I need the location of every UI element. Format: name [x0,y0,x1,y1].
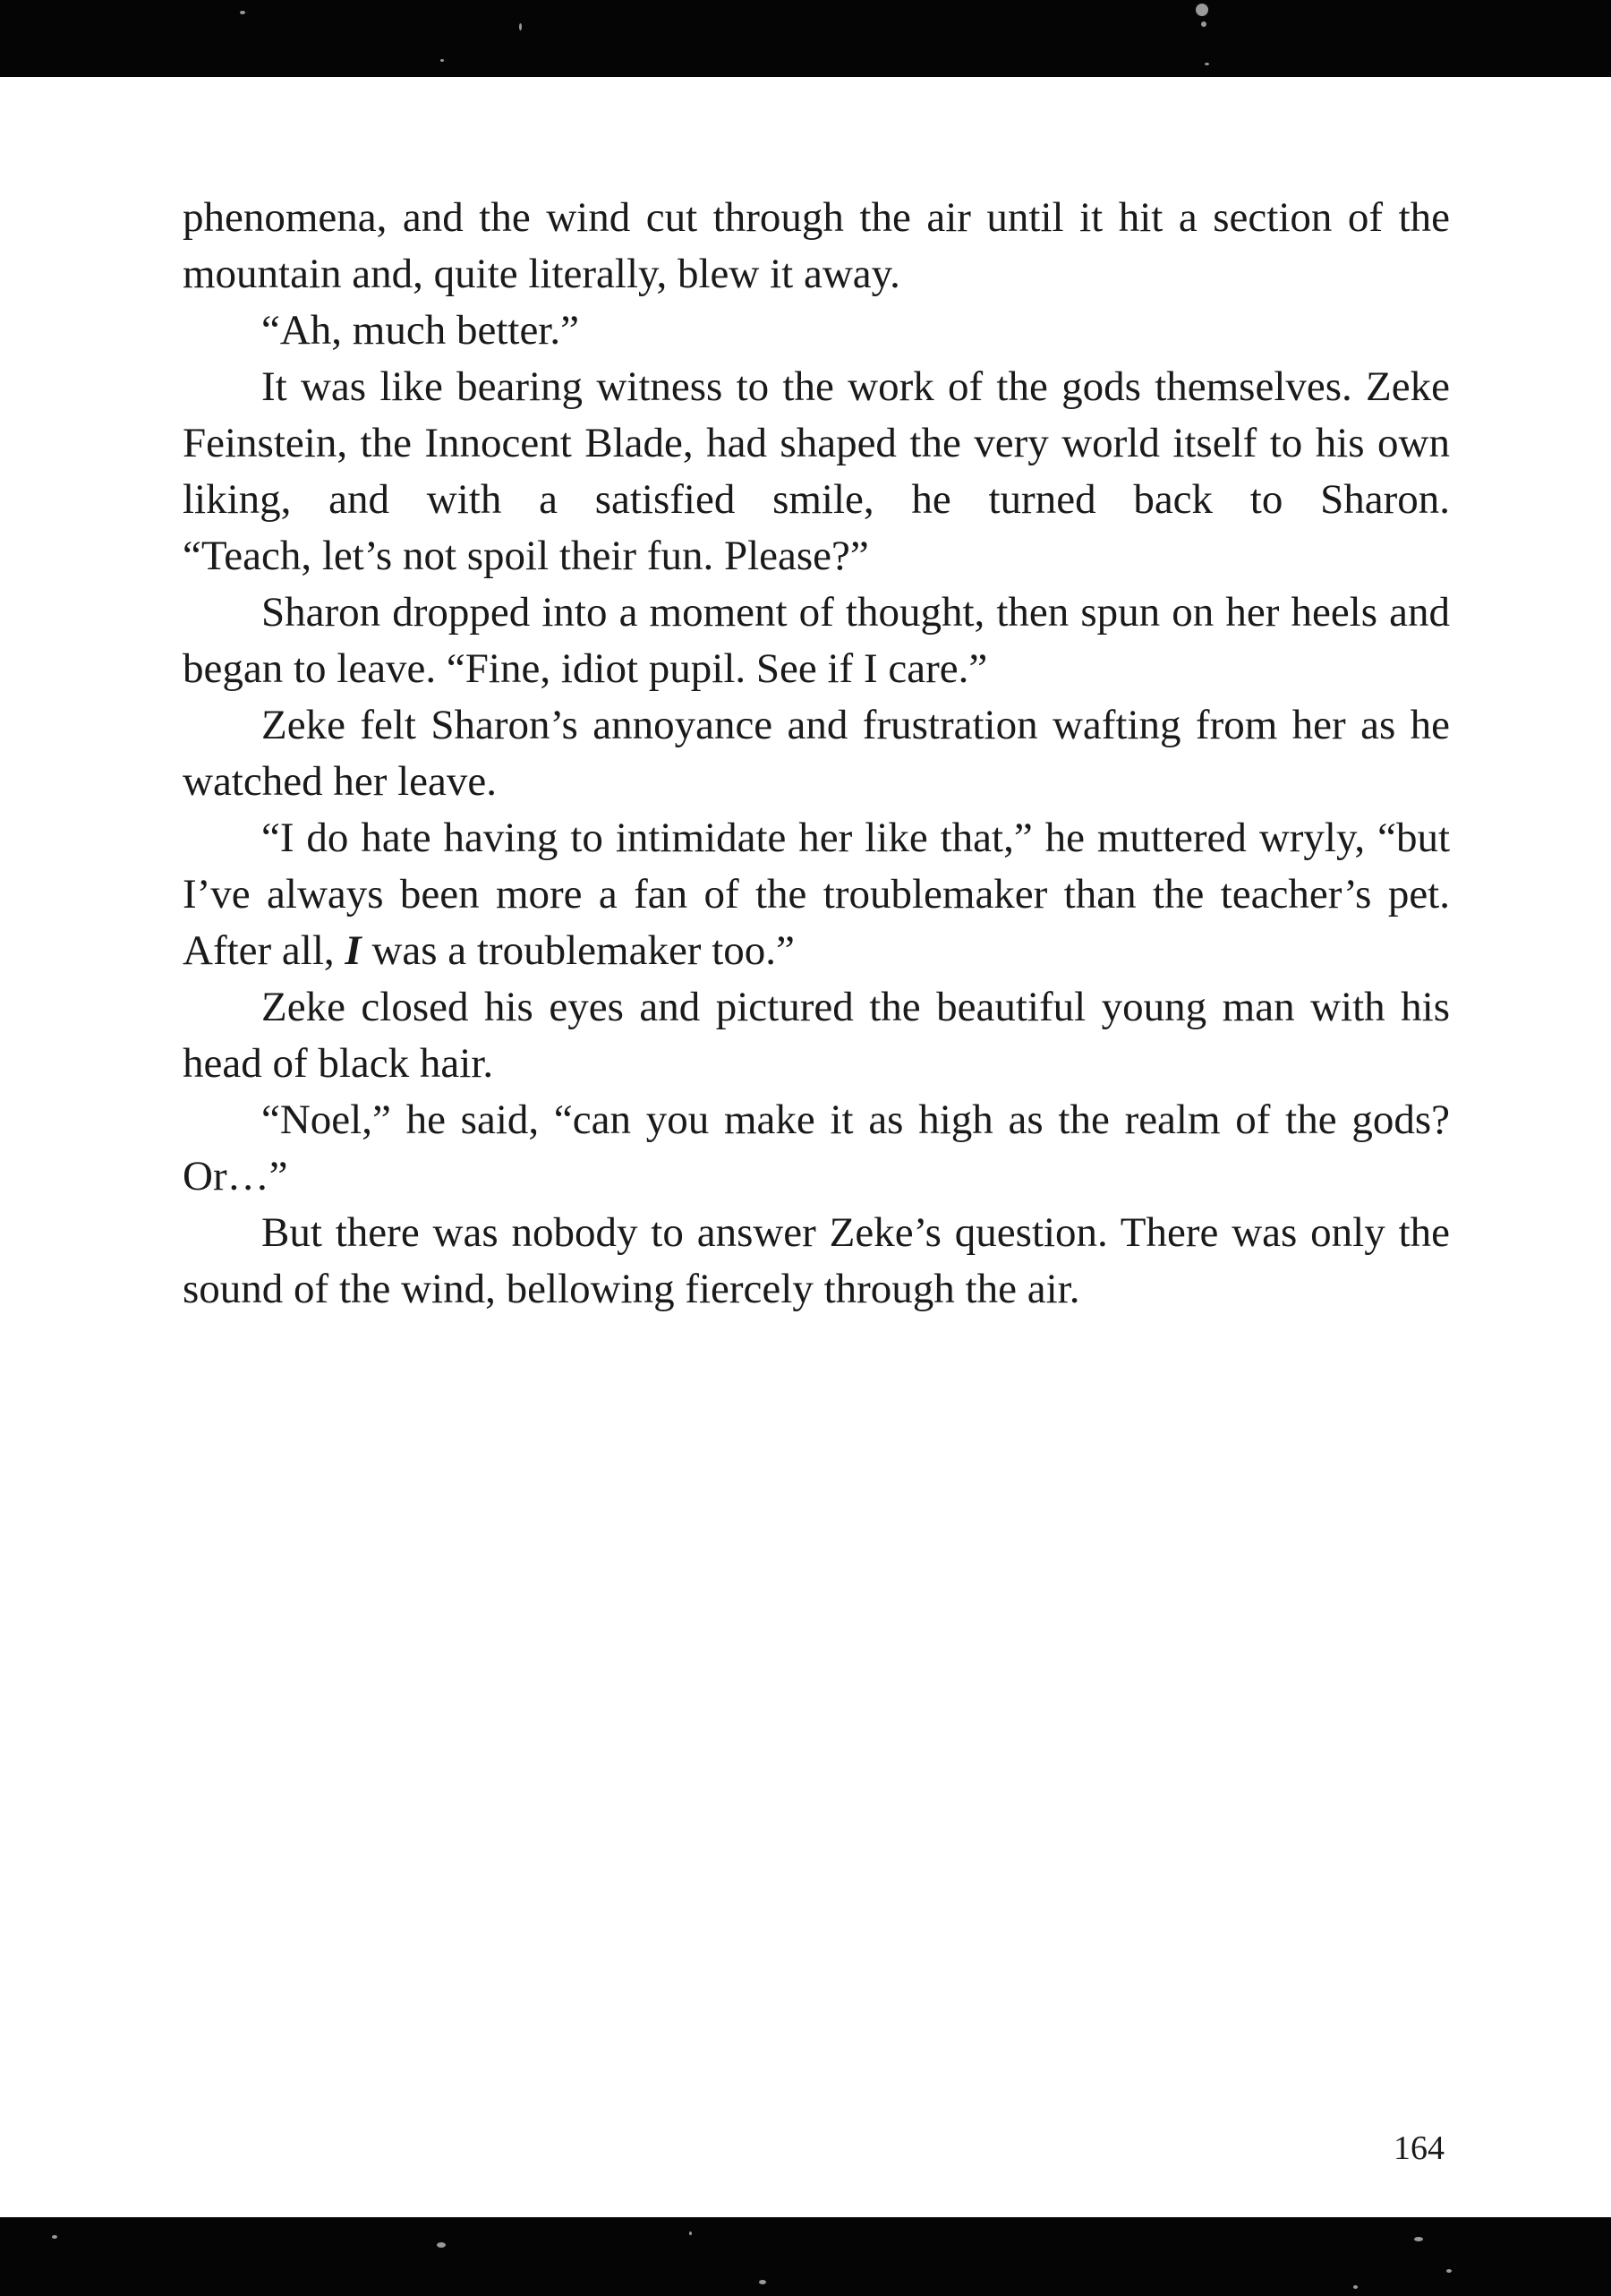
scan-speck [1446,2269,1452,2273]
paragraph: phenomena, and the wind cut through the air until it hit a section of the mountain and, quite literally, blew it away. [183,194,1450,297]
page-number: 164 [1394,2130,1445,2167]
scan-speck [240,11,245,14]
paragraph: “Teach, let’s not spoil their fun. Please?” [183,533,869,579]
paragraph-text: was a troublemaker too.” [361,927,795,974]
scan-speck [1353,2285,1358,2289]
scan-speck [1196,4,1208,16]
body-text [183,190,1450,1318]
scan-speck [519,23,522,30]
scan-speck [1201,21,1206,27]
paragraph: Zeke closed his eyes and pictured the beautiful young man with his head of black hair. [183,984,1450,1087]
bottom-scan-border [0,2217,1611,2296]
scan-speck [1205,63,1209,65]
paragraph: But there was nobody to answer Zeke’s question. There was only the sound of the wind, bellowing fiercely through the air. [183,1209,1450,1312]
paragraph: It was like bearing witness to the work of the gods themselves. Zeke Feinstein, the Innocent Blade, had shaped the very world itself to his own liking, and with a satisfied smile, he turned back to Sharon. [183,363,1450,523]
paragraph: Sharon dropped into a moment of thought, then spun on her heels and began to leave. “Fine, idiot pupil. See if I care.” [183,589,1450,692]
top-scan-border [0,0,1611,77]
scan-speck [440,59,444,62]
emphasized-word: I [345,927,362,974]
scan-speck [689,2232,692,2235]
scan-speck [52,2235,57,2239]
paragraph: “Noel,” he said, “can you make it as high as the realm of the gods? Or…” [183,1097,1450,1199]
scan-speck [759,2280,766,2284]
scan-speck [1414,2237,1423,2241]
paragraph: “Ah, much better.” [261,307,579,354]
paragraph: Zeke felt Sharon’s annoyance and frustration wafting from her as he watched her leave. [183,702,1450,805]
scan-speck [437,2242,446,2248]
paragraph-text: “I do hate having to intimidate her like that,” he muttered wryly, “but I’ve always been more a fan of the troublemaker than the teacher’s pet. After all, [183,815,1450,974]
paragraph [183,810,1450,979]
